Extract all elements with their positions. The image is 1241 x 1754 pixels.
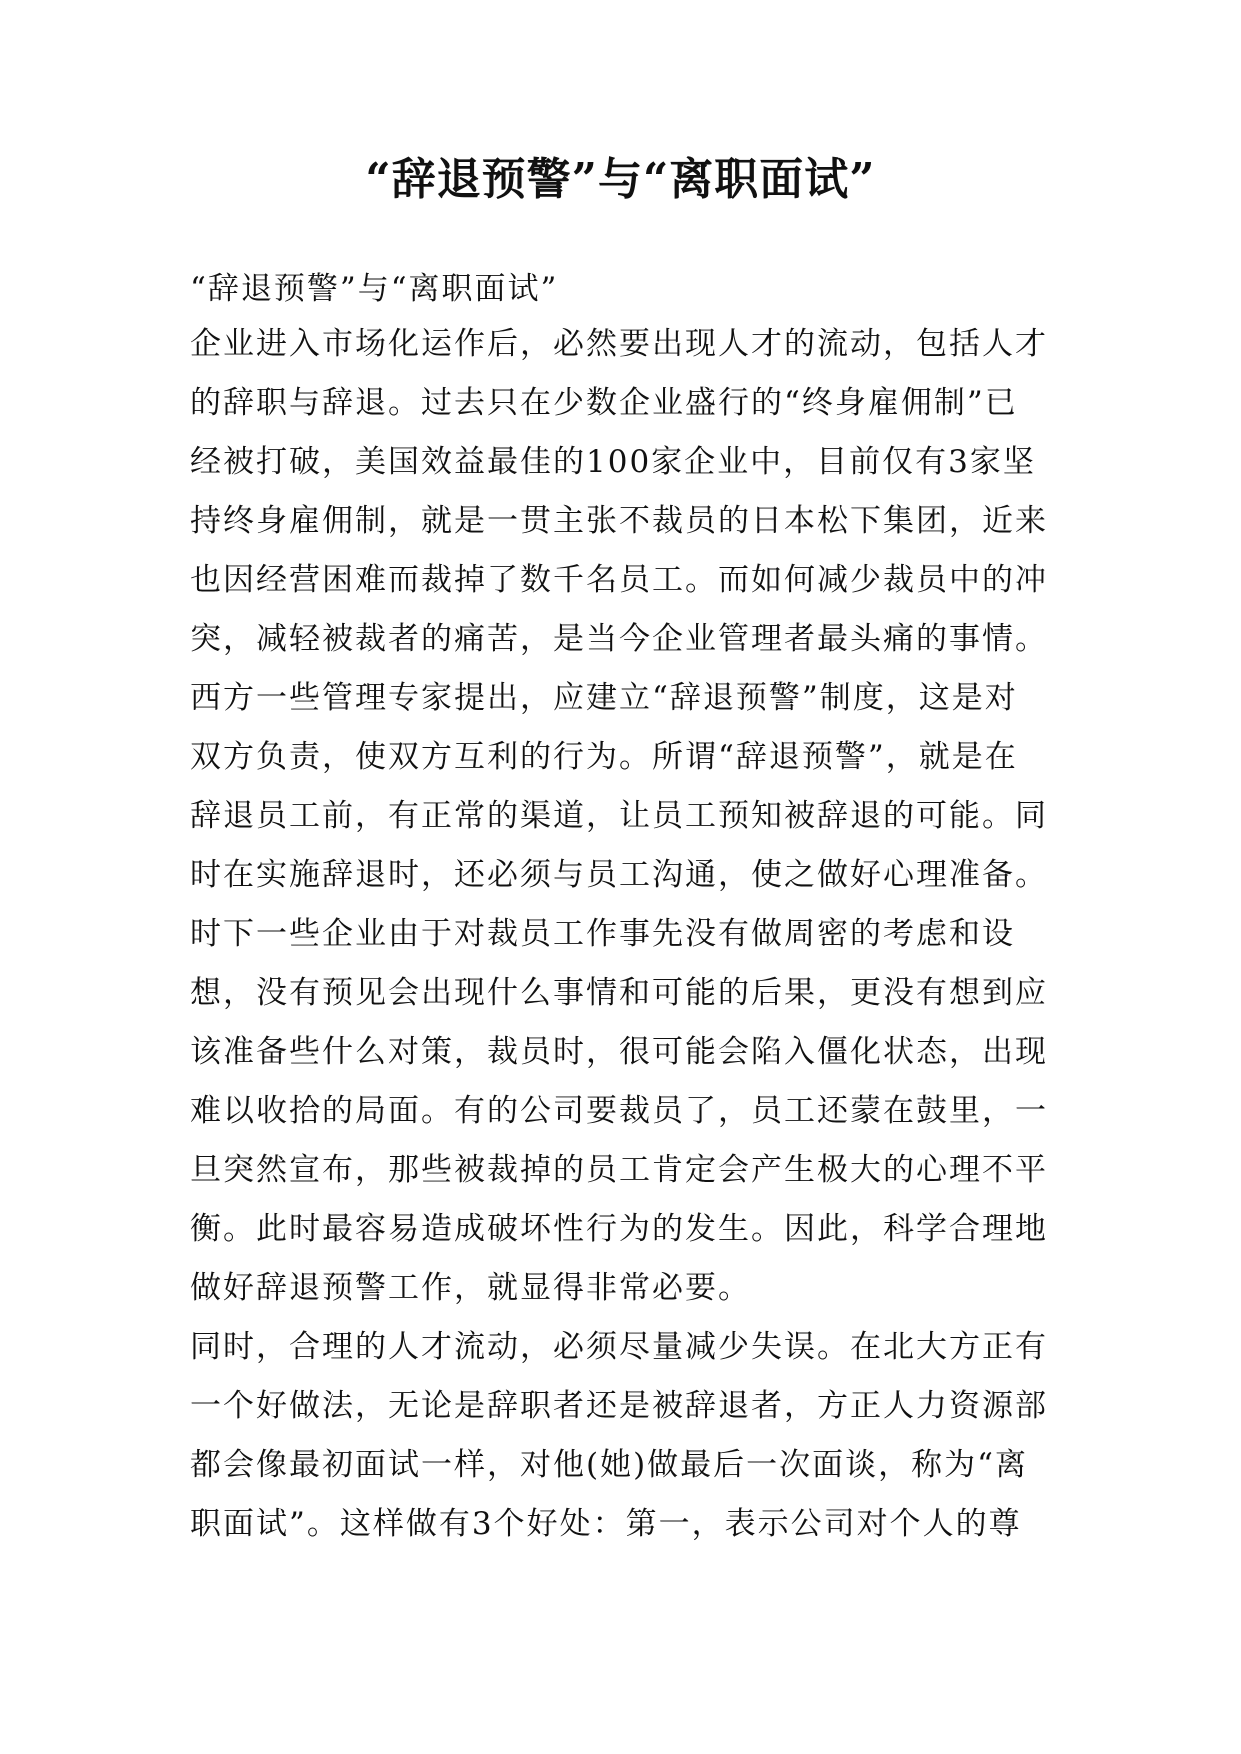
paragraph-line: 都会像最初面试一样，对他(她)做最后一次面谈，称为“离 <box>190 1447 1029 1483</box>
document-subtitle: “辞退预警”与“离职面试” <box>190 271 559 307</box>
paragraph-line: 同时，合理的人才流动，必须尽量减少失误。在北大方正有 <box>190 1329 1048 1365</box>
paragraph-line: 该准备些什么对策，裁员时，很可能会陷入僵化状态，出现 <box>190 1034 1048 1070</box>
document-body <box>190 263 1070 1554</box>
paragraph-line: 时下一些企业由于对裁员工作事先没有做周密的考虑和设 <box>190 916 1015 952</box>
paragraph-line: 一个好做法，无论是辞职者还是被辞退者，方正人力资源部 <box>190 1388 1048 1424</box>
paragraph-line: 衡。此时最容易造成破坏性行为的发生。因此，科学合理地 <box>190 1211 1048 1247</box>
paragraph-line: 想，没有预见会出现什么事情和可能的后果，更没有想到应 <box>190 975 1048 1011</box>
paragraph-line: 持终身雇佣制，就是一贯主张不裁员的日本松下集团，近来 <box>190 503 1048 539</box>
paragraph-line: 经被打破，美国效益最佳的100家企业中，目前仅有3家坚 <box>190 444 1036 480</box>
paragraph-line: 辞退员工前，有正常的渠道，让员工预知被辞退的可能。同 <box>190 798 1048 834</box>
paragraph-line: 也因经营困难而裁掉了数千名员工。而如何减少裁员中的冲 <box>190 562 1048 598</box>
paragraph-line: 旦突然宣布，那些被裁掉的员工肯定会产生极大的心理不平 <box>190 1152 1048 1188</box>
paragraph-line: 突，减轻被裁者的痛苦，是当今企业管理者最头痛的事情。 <box>190 621 1048 657</box>
paragraph-line: 企业进入市场化运作后，必然要出现人才的流动，包括人才 <box>190 326 1048 362</box>
paragraph-line: 的辞职与辞退。过去只在少数企业盛行的“终身雇佣制”已 <box>190 385 1018 421</box>
document-title: “辞退预警”与“离职面试” <box>365 154 876 205</box>
paragraph-line: 难以收拾的局面。有的公司要裁员了，员工还蒙在鼓里，一 <box>190 1093 1048 1129</box>
paragraph-line: 时在实施辞退时，还必须与员工沟通，使之做好心理准备。 <box>190 857 1048 893</box>
paragraph-line: 西方一些管理专家提出，应建立“辞退预警”制度，这是对 <box>190 680 1018 716</box>
paragraph-line: 双方负责，使双方互利的行为。所谓“辞退预警”，就是在 <box>190 739 1018 775</box>
paragraph-line: 做好辞退预警工作，就显得非常必要。 <box>190 1270 751 1306</box>
paragraph-line: 职面试”。这样做有3个好处：第一，表示公司对个人的尊 <box>190 1506 1022 1542</box>
